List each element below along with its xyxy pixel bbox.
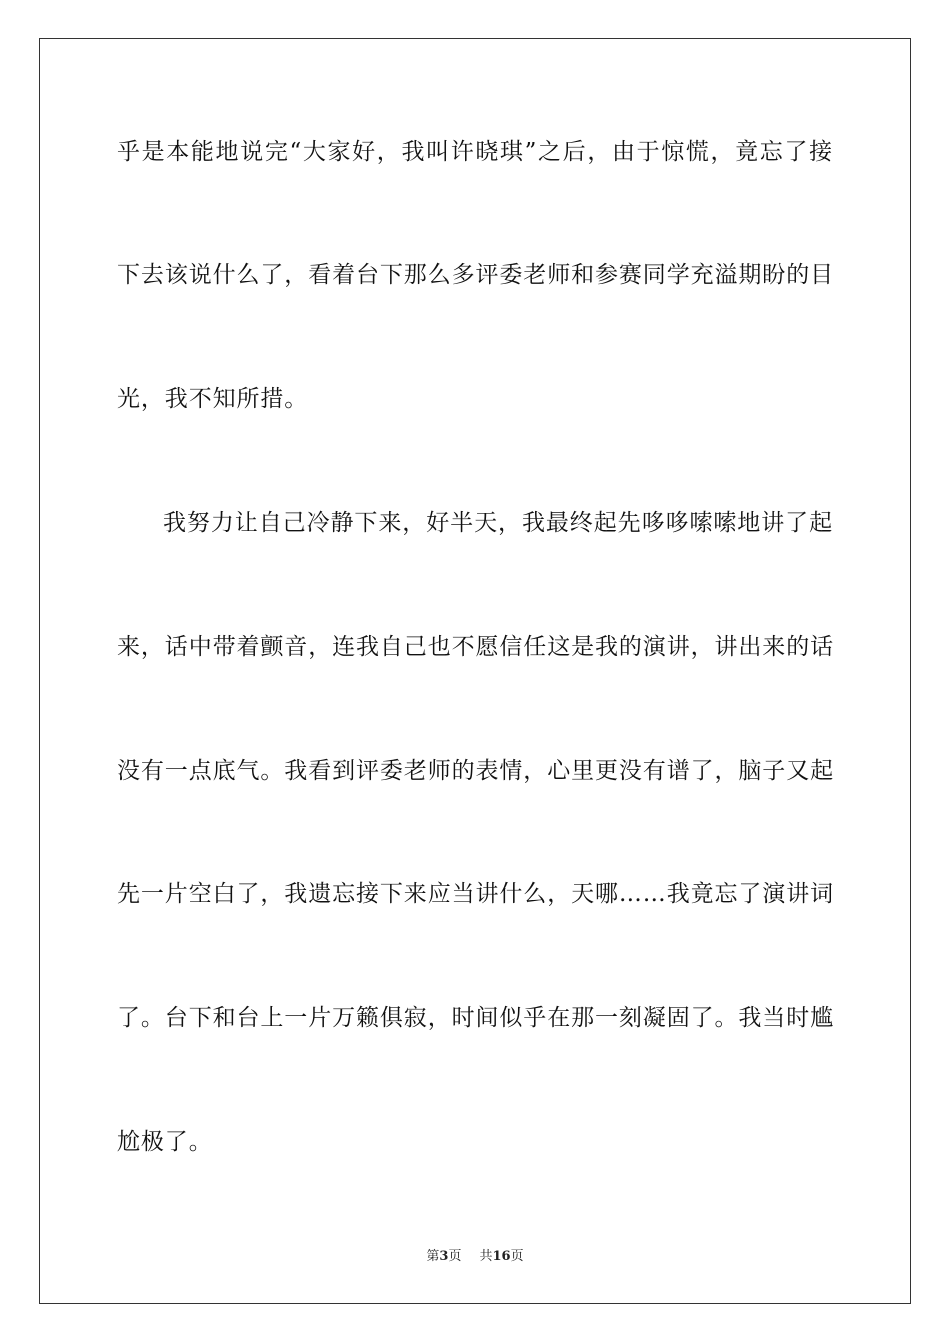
- total-pages: 16: [492, 1249, 511, 1264]
- text-line-3: 光，我不知所措。: [117, 386, 309, 412]
- page-footer: [0, 1248, 950, 1266]
- page-suffix: 页: [448, 1249, 462, 1264]
- text-line-9: 尬极了。: [117, 1129, 213, 1155]
- text-line-8: 了。台下和台上一片万籁俱寂，时间似乎在那一刻凝固了。我当时尴: [117, 1005, 834, 1031]
- text-line-4: 我努力让自己冷静下来，好半天，我最终起先哆哆嗦嗦地讲了起: [163, 510, 833, 536]
- page-border: [39, 38, 911, 1304]
- text-line-1: 乎是本能地说完“大家好，我叫许晓琪”之后，由于惊慌，竟忘了接: [117, 139, 833, 165]
- page-prefix: 第: [426, 1249, 440, 1264]
- text-line-7: 先一片空白了，我遗忘接下来应当讲什么，天哪……我竟忘了演讲词: [117, 881, 834, 907]
- text-line-2: 下去该说什么了，看着台下那么多评委老师和参赛同学充溢期盼的目: [117, 262, 834, 288]
- text-line-6: 没有一点底气。我看到评委老师的表情，心里更没有谱了，脑子又起: [117, 758, 834, 784]
- page-number: 3: [439, 1249, 449, 1264]
- total-prefix: 共: [479, 1249, 493, 1264]
- total-suffix: 页: [510, 1249, 524, 1264]
- text-line-5: 来，话中带着颤音，连我自己也不愿信任这是我的演讲，讲出来的话: [117, 634, 834, 660]
